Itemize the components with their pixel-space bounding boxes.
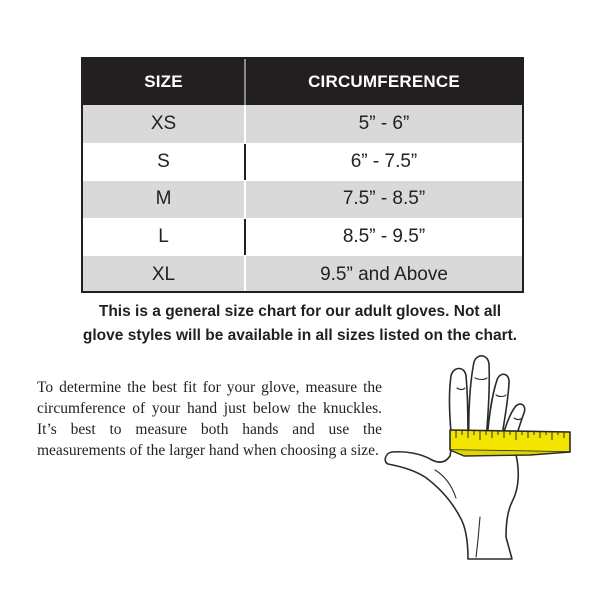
circumference-column-header: CIRCUMFERENCE: [308, 72, 460, 91]
table-header: [83, 59, 522, 105]
hand-svg: [380, 352, 580, 567]
table-row: [83, 143, 522, 181]
size-cell: XS: [83, 105, 246, 143]
circumference-cell: 6” - 7.5”: [350, 150, 418, 172]
size-column-header: SIZE: [83, 59, 246, 105]
circumference-cell: 9.5” and Above: [320, 263, 448, 285]
circumference-cell: 8.5” - 9.5”: [342, 226, 426, 248]
notice-line-1: This is a general size chart for our adult gloves. Not all: [98, 303, 502, 320]
table-row: [83, 218, 522, 256]
measuring-instructions: To determine the best fit for your glove, measure the circumference of your hand just below the knuckles. It’s best to measure both hands and use the measurements of the larger hand when choosing a size.: [37, 379, 382, 459]
table-row: [83, 180, 522, 218]
notice-line-2: glove styles will be available in all sizes listed on the chart.: [82, 327, 518, 344]
size-cell: M: [83, 181, 246, 218]
circumference-cell: 5” - 6”: [358, 112, 410, 134]
size-cell: L: [83, 219, 246, 256]
size-chart-notice: [40, 300, 560, 348]
circumference-cell: 7.5” - 8.5”: [342, 188, 426, 210]
table-row: [83, 255, 522, 293]
measuring-tape: [450, 430, 570, 456]
size-cell: XL: [83, 256, 246, 293]
size-chart-table: [81, 57, 524, 293]
table-row: [83, 105, 522, 143]
hand-measuring-tape-icon: [380, 352, 580, 567]
size-cell: S: [83, 144, 246, 181]
